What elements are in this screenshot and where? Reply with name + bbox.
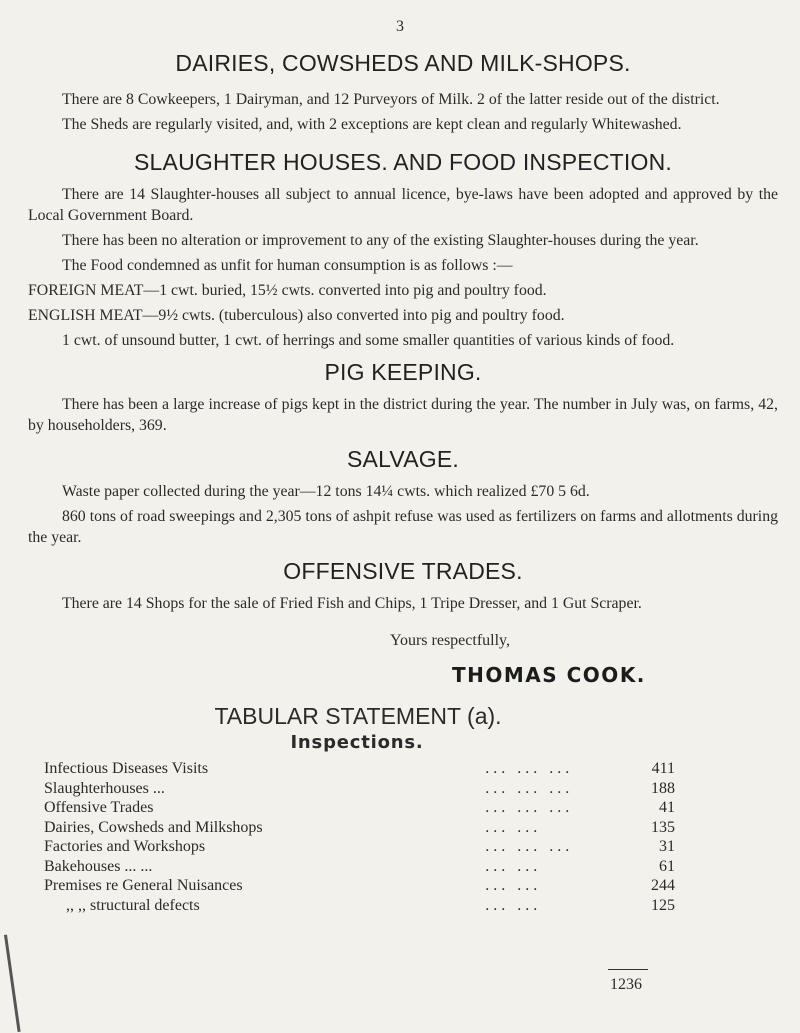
row-value: 188	[651, 779, 675, 797]
slaughter-paragraph-4: 1 cwt. of unsound butter, 1 cwt. of herrings and some smaller quantities of various kinds of food.	[62, 332, 675, 349]
dairies-paragraph-2: The Sheds are regularly visited, and, with 2 exceptions are kept clean and regularly Whitewashed.	[62, 116, 682, 133]
salvage-paragraph-1: Waste paper collected during the year—12 tons 14¼ cwts. which realized £70 5 6d.	[62, 483, 590, 500]
row-value: 61	[659, 857, 675, 875]
row-label: Factories and Workshops	[44, 838, 206, 855]
row-dots: ... ...	[485, 857, 542, 875]
row-value: 411	[651, 760, 675, 777]
row-label: Infectious Diseases Visits	[44, 760, 209, 777]
row-value: 41	[659, 799, 675, 816]
table-row	[44, 837, 679, 857]
signature-regards: Yours respectfully,	[390, 632, 510, 649]
table-row	[44, 857, 679, 877]
table-row	[44, 798, 679, 818]
row-label: Offensive Trades	[44, 799, 154, 816]
row-label: ,, ,, structural defects	[66, 896, 200, 914]
inspections-table	[44, 759, 679, 915]
tabular-subtitle: Inspections.	[290, 732, 424, 753]
table-row	[44, 779, 679, 799]
salvage-paragraph-2: 860 tons of road sweepings and 2,305 tons of ashpit refuse was used as fertilizers on farms and allotments during the year.	[28, 508, 778, 546]
page-number: 3	[396, 18, 404, 35]
table-total: 1236	[610, 976, 642, 993]
total-rule	[608, 969, 648, 970]
signature-name: THOMAS COOK.	[452, 663, 646, 687]
heading-offensive-trades: OFFENSIVE TRADES.	[283, 558, 523, 584]
table-row	[44, 759, 679, 779]
margin-mark	[4, 935, 21, 1032]
row-dots: ... ...	[485, 896, 542, 914]
heading-slaughter-houses: SLAUGHTER HOUSES. AND FOOD INSPECTION.	[134, 149, 672, 175]
row-label: Slaughterhouses ...	[44, 779, 165, 797]
row-dots: ... ... ...	[485, 779, 574, 797]
row-dots: ... ... ...	[485, 838, 574, 855]
table-row	[44, 896, 679, 916]
row-value: 135	[651, 818, 675, 836]
heading-salvage: SALVAGE.	[347, 446, 459, 472]
offensive-paragraph: There are 14 Shops for the sale of Fried Fish and Chips, 1 Tripe Dresser, and 1 Gut Scraper.	[62, 595, 642, 612]
row-label: Dairies, Cowsheds and Milkshops	[44, 818, 263, 836]
slaughter-paragraph-3: The Food condemned as unfit for human consumption is as follows :—	[62, 257, 513, 274]
slaughter-paragraph-2: There has been no alteration or improvement to any of the existing Slaughter-houses during the year.	[62, 232, 699, 249]
row-value: 31	[659, 838, 675, 855]
row-label: Bakehouses ... ...	[44, 857, 153, 875]
row-dots: ... ...	[485, 877, 542, 894]
heading-pig-keeping: PIG KEEPING.	[324, 359, 482, 385]
table-row	[44, 876, 679, 896]
row-value: 125	[651, 896, 675, 914]
heading-dairies: DAIRIES, COWSHEDS AND MILK-SHOPS.	[175, 50, 631, 76]
slaughter-paragraph-1: There are 14 Slaughter-houses all subject to annual licence, bye-laws have been adopted and approved by the Local Government Board.	[28, 186, 778, 224]
english-meat-line: ENGLISH MEAT—9½ cwts. (tuberculous) also converted into pig and poultry food.	[28, 307, 565, 324]
row-dots: ... ... ...	[485, 760, 574, 777]
row-value: 244	[651, 877, 675, 894]
tabular-title: TABULAR STATEMENT (a).	[214, 703, 502, 729]
foreign-meat-line: FOREIGN MEAT—1 cwt. buried, 15½ cwts. converted into pig and poultry food.	[28, 282, 547, 299]
row-label: Premises re General Nuisances	[44, 877, 243, 894]
pig-paragraph: There has been a large increase of pigs kept in the district during the year. The number in July was, on farms, 42, by householders, 369.	[28, 396, 778, 434]
table-row	[44, 818, 679, 838]
page-content	[28, 50, 778, 915]
row-dots: ... ...	[485, 818, 542, 836]
dairies-paragraph-1: There are 8 Cowkeepers, 1 Dairyman, and 12 Purveyors of Milk. 2 of the latter reside out of the district.	[62, 91, 720, 108]
row-dots: ... ... ...	[485, 799, 574, 816]
